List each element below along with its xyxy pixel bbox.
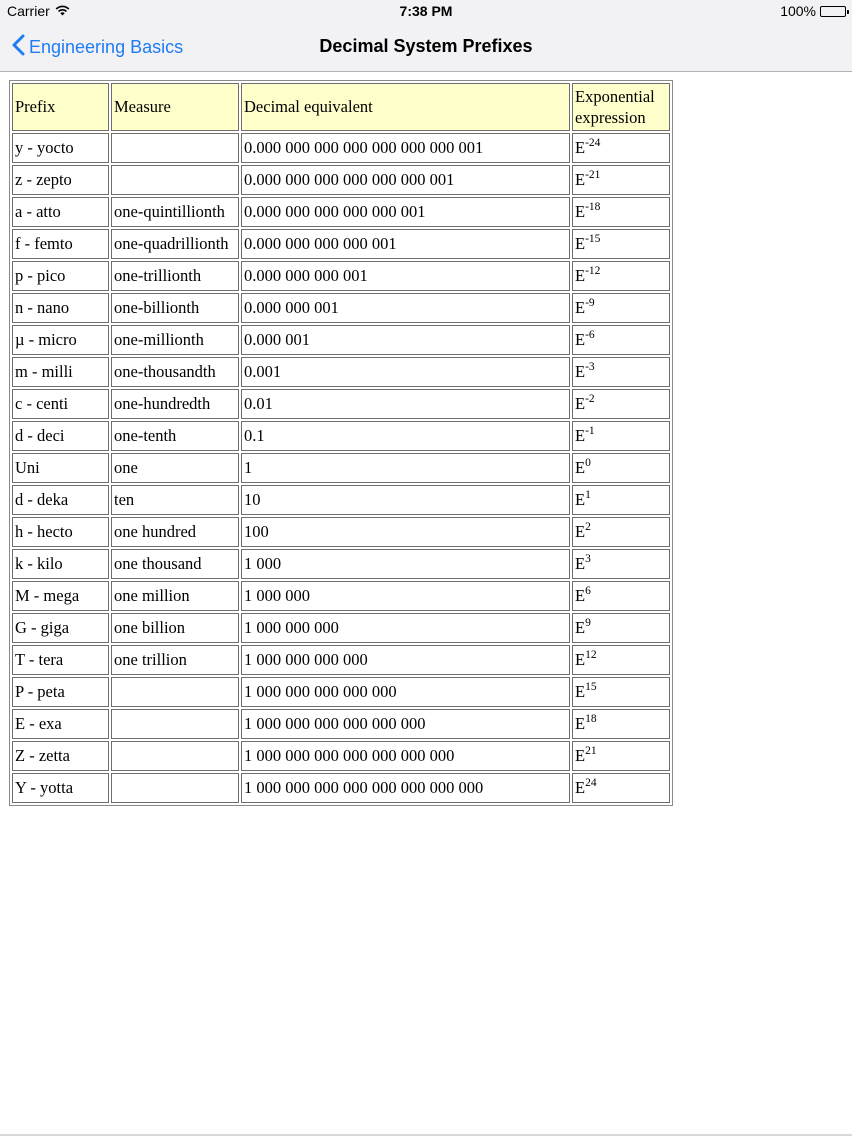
cell-decimal: 0.000 001 bbox=[241, 325, 570, 355]
table-row bbox=[12, 165, 670, 195]
cell-exponential bbox=[572, 229, 670, 259]
cell-exponential bbox=[572, 645, 670, 675]
exp-power: 2 bbox=[585, 521, 591, 533]
cell-measure: one-billionth bbox=[111, 293, 239, 323]
exp-power: 0 bbox=[585, 457, 591, 469]
cell-exponential bbox=[572, 581, 670, 611]
status-right bbox=[780, 3, 846, 19]
cell-measure: ten bbox=[111, 485, 239, 515]
exp-power: -24 bbox=[585, 137, 601, 149]
battery-percent: 100% bbox=[780, 3, 816, 19]
exp-power: -3 bbox=[585, 361, 595, 373]
cell-exponential bbox=[572, 421, 670, 451]
table-row bbox=[12, 453, 670, 483]
cell-measure: one-hundredth bbox=[111, 389, 239, 419]
table-row bbox=[12, 197, 670, 227]
cell-measure: one-thousandth bbox=[111, 357, 239, 387]
prefix-table bbox=[9, 80, 673, 806]
exp-base: E bbox=[575, 714, 586, 733]
exp-base: E bbox=[575, 234, 586, 253]
cell-exponential bbox=[572, 357, 670, 387]
exp-power: 12 bbox=[585, 649, 597, 661]
cell-decimal: 1 000 000 000 000 000 000 bbox=[241, 709, 570, 739]
header-exp-line1: Exponential bbox=[575, 87, 655, 106]
table-row bbox=[12, 549, 670, 579]
cell-exponential bbox=[572, 613, 670, 643]
table-row bbox=[12, 325, 670, 355]
cell-measure: one million bbox=[111, 581, 239, 611]
exp-base: E bbox=[575, 586, 586, 605]
cell-decimal: 0.000 000 001 bbox=[241, 293, 570, 323]
cell-exponential bbox=[572, 741, 670, 771]
cell-decimal: 0.1 bbox=[241, 421, 570, 451]
cell-measure: one-millionth bbox=[111, 325, 239, 355]
cell-prefix: p - pico bbox=[12, 261, 109, 291]
exp-base: E bbox=[575, 682, 586, 701]
cell-prefix: y - yocto bbox=[12, 133, 109, 163]
cell-prefix: P - peta bbox=[12, 677, 109, 707]
table-header-row bbox=[12, 83, 670, 131]
exp-power: 18 bbox=[585, 713, 597, 725]
cell-exponential bbox=[572, 485, 670, 515]
cell-prefix: Z - zetta bbox=[12, 741, 109, 771]
cell-exponential bbox=[572, 709, 670, 739]
exp-base: E bbox=[575, 426, 586, 445]
status-bar bbox=[0, 0, 852, 24]
cell-exponential bbox=[572, 773, 670, 803]
exp-power: 24 bbox=[585, 777, 597, 789]
exp-power: -15 bbox=[585, 233, 601, 245]
cell-prefix: E - exa bbox=[12, 709, 109, 739]
exp-base: E bbox=[575, 298, 586, 317]
status-time: 7:38 PM bbox=[399, 3, 453, 19]
cell-measure bbox=[111, 773, 239, 803]
header-exponential bbox=[572, 83, 670, 131]
cell-prefix: T - tera bbox=[12, 645, 109, 675]
cell-exponential bbox=[572, 261, 670, 291]
exp-base: E bbox=[575, 650, 586, 669]
cell-decimal: 1 000 000 bbox=[241, 581, 570, 611]
exp-power: 15 bbox=[585, 681, 597, 693]
cell-measure: one-quintillionth bbox=[111, 197, 239, 227]
cell-measure bbox=[111, 741, 239, 771]
table-row bbox=[12, 709, 670, 739]
cell-prefix: c - centi bbox=[12, 389, 109, 419]
cell-exponential bbox=[572, 453, 670, 483]
cell-measure: one-trillionth bbox=[111, 261, 239, 291]
cell-exponential bbox=[572, 389, 670, 419]
carrier-label: Carrier bbox=[7, 3, 50, 19]
exp-power: -2 bbox=[585, 393, 595, 405]
cell-measure: one-tenth bbox=[111, 421, 239, 451]
cell-decimal: 1 000 bbox=[241, 549, 570, 579]
cell-decimal: 10 bbox=[241, 485, 570, 515]
exp-base: E bbox=[575, 202, 586, 221]
cell-decimal: 1 000 000 000 000 000 000 000 000 bbox=[241, 773, 570, 803]
cell-prefix: k - kilo bbox=[12, 549, 109, 579]
exp-base: E bbox=[575, 170, 586, 189]
cell-measure: one trillion bbox=[111, 645, 239, 675]
cell-prefix: µ - micro bbox=[12, 325, 109, 355]
exp-base: E bbox=[575, 138, 586, 157]
cell-exponential bbox=[572, 293, 670, 323]
cell-prefix: z - zepto bbox=[12, 165, 109, 195]
table-row bbox=[12, 229, 670, 259]
cell-measure: one-quadrillionth bbox=[111, 229, 239, 259]
table-row bbox=[12, 517, 670, 547]
exp-power: 9 bbox=[585, 617, 591, 629]
exp-base: E bbox=[575, 394, 586, 413]
exp-base: E bbox=[575, 778, 586, 797]
cell-prefix: n - nano bbox=[12, 293, 109, 323]
cell-prefix: d - deka bbox=[12, 485, 109, 515]
cell-exponential bbox=[572, 549, 670, 579]
exp-base: E bbox=[575, 522, 586, 541]
exp-power: -9 bbox=[585, 297, 595, 309]
cell-decimal: 1 000 000 000 bbox=[241, 613, 570, 643]
table-row bbox=[12, 581, 670, 611]
navigation-bar bbox=[0, 24, 852, 71]
exp-base: E bbox=[575, 746, 586, 765]
header-measure: Measure bbox=[111, 83, 239, 131]
top-bar bbox=[0, 0, 852, 72]
cell-prefix: m - milli bbox=[12, 357, 109, 387]
table-row bbox=[12, 741, 670, 771]
table-row bbox=[12, 421, 670, 451]
cell-decimal: 1 000 000 000 000 000 000 000 bbox=[241, 741, 570, 771]
cell-prefix: f - femto bbox=[12, 229, 109, 259]
cell-measure bbox=[111, 133, 239, 163]
cell-decimal: 0.000 000 000 001 bbox=[241, 261, 570, 291]
cell-prefix: Uni bbox=[12, 453, 109, 483]
exp-power: -6 bbox=[585, 329, 595, 341]
cell-decimal: 0.01 bbox=[241, 389, 570, 419]
header-decimal: Decimal equivalent bbox=[241, 83, 570, 131]
cell-exponential bbox=[572, 133, 670, 163]
cell-decimal: 1 000 000 000 000 bbox=[241, 645, 570, 675]
table-row bbox=[12, 677, 670, 707]
cell-measure bbox=[111, 709, 239, 739]
exp-base: E bbox=[575, 362, 586, 381]
cell-exponential bbox=[572, 165, 670, 195]
cell-prefix: d - deci bbox=[12, 421, 109, 451]
exp-base: E bbox=[575, 330, 586, 349]
header-exp-line2: expression bbox=[575, 108, 646, 127]
table-row bbox=[12, 357, 670, 387]
exp-power: -1 bbox=[585, 425, 595, 437]
cell-prefix: Y - yotta bbox=[12, 773, 109, 803]
exp-power: -21 bbox=[585, 169, 601, 181]
exp-power: 3 bbox=[585, 553, 591, 565]
cell-prefix: a - atto bbox=[12, 197, 109, 227]
table-row bbox=[12, 773, 670, 803]
cell-decimal: 0.000 000 000 000 001 bbox=[241, 229, 570, 259]
cell-exponential bbox=[572, 517, 670, 547]
table-row bbox=[12, 133, 670, 163]
cell-decimal: 0.000 000 000 000 000 000 000 001 bbox=[241, 133, 570, 163]
cell-exponential bbox=[572, 197, 670, 227]
table-row bbox=[12, 613, 670, 643]
cell-decimal: 0.000 000 000 000 000 001 bbox=[241, 197, 570, 227]
cell-decimal: 0.000 000 000 000 000 000 001 bbox=[241, 165, 570, 195]
cell-decimal: 1 bbox=[241, 453, 570, 483]
back-button-label: Engineering Basics bbox=[29, 37, 184, 57]
table-row bbox=[12, 485, 670, 515]
exp-power: 21 bbox=[585, 745, 597, 757]
cell-decimal: 0.001 bbox=[241, 357, 570, 387]
exp-base: E bbox=[575, 554, 586, 573]
exp-base: E bbox=[575, 266, 586, 285]
cell-measure: one hundred bbox=[111, 517, 239, 547]
cell-exponential bbox=[572, 677, 670, 707]
table-row bbox=[12, 389, 670, 419]
table-row bbox=[12, 293, 670, 323]
exp-power: -18 bbox=[585, 201, 601, 213]
cell-prefix: G - giga bbox=[12, 613, 109, 643]
exp-base: E bbox=[575, 618, 586, 637]
cell-measure bbox=[111, 165, 239, 195]
table-row bbox=[12, 645, 670, 675]
cell-prefix: M - mega bbox=[12, 581, 109, 611]
cell-decimal: 1 000 000 000 000 000 bbox=[241, 677, 570, 707]
exp-base: E bbox=[575, 458, 586, 477]
header-prefix: Prefix bbox=[12, 83, 109, 131]
battery-icon bbox=[820, 6, 846, 17]
cell-measure bbox=[111, 677, 239, 707]
cell-decimal: 100 bbox=[241, 517, 570, 547]
page-title: Decimal System Prefixes bbox=[319, 36, 533, 56]
content-area bbox=[9, 80, 673, 806]
exp-base: E bbox=[575, 490, 586, 509]
exp-power: 6 bbox=[585, 585, 591, 597]
exp-power: 1 bbox=[585, 489, 591, 501]
cell-measure: one thousand bbox=[111, 549, 239, 579]
cell-measure: one bbox=[111, 453, 239, 483]
cell-exponential bbox=[572, 325, 670, 355]
cell-measure: one billion bbox=[111, 613, 239, 643]
table-row bbox=[12, 261, 670, 291]
cell-prefix: h - hecto bbox=[12, 517, 109, 547]
exp-power: -12 bbox=[585, 265, 601, 277]
